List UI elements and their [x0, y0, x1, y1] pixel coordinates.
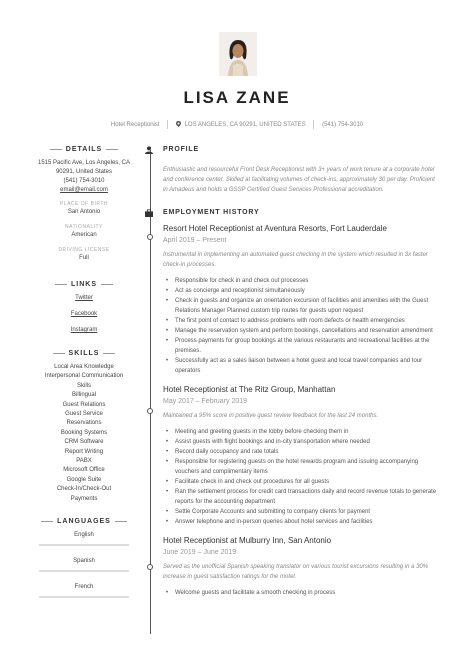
job-title-heading: Resort Hotel Receptionist at Aventura Resorts, Fort Lauderdale: [163, 224, 387, 233]
job-bullet: • Ran the settlement process for credit card transactions daily and record revenue totals to generate reports for the accounting department: [163, 487, 440, 507]
job-title: Hotel Receptionist: [110, 122, 160, 129]
timeline-line: [150, 150, 151, 634]
job-bullet: • Answer telephone and in-person queries about hotel services and facilities: [163, 517, 440, 527]
briefcase-icon: [145, 209, 153, 217]
person-icon: [145, 146, 153, 154]
job-bullet: • Act as concierge and receptionist simultaneously: [163, 286, 440, 296]
job-bullets: [163, 276, 440, 376]
languages-heading: LANGUAGES: [36, 518, 132, 525]
skill-item: Skills: [76, 382, 91, 389]
skill-item: Check-In/Check-Out: [56, 486, 112, 493]
job-summary: Served as the unofficial Spanish speaking translator on various tourist excursions resulting in a 30% increase in guest satisfaction ratings for the motel.: [163, 564, 429, 580]
job-title-heading: Hotel Receptionist at Mulburry Inn, San Antonio: [163, 536, 332, 545]
location-text: LOS ANGELES, CA 90291, UNITED STATES: [184, 122, 306, 129]
job-summary: Instrumental in implementing an automated guest checking in the system which resulted in 3x faster check-in processes.: [163, 252, 428, 268]
skills-heading: SKILLS: [36, 350, 132, 357]
job-bullet: • Welcome guests and facilitate a smooth checking in process: [163, 588, 440, 598]
language-level-bar: [39, 570, 129, 572]
job-entry: [163, 223, 440, 376]
language-name: Spanish: [73, 558, 95, 565]
language-name: French: [74, 584, 94, 591]
twitter-link[interactable]: Twitter: [75, 295, 93, 301]
portrait-image: [219, 32, 257, 76]
job-title-heading: Hotel Receptionist at The Ritz Group, Manhattan: [163, 385, 336, 394]
address-line-1: 1515 Pacific Ave, Los Angeles, CA: [38, 160, 130, 166]
divider: [167, 120, 168, 129]
links-section: [36, 281, 132, 334]
nationality-value: American: [71, 232, 97, 238]
timeline-dot: [147, 564, 153, 570]
job-bullet: • Settle Corporate Accounts and submitting to company clients for payment: [163, 507, 440, 517]
skill-item: Microsoft Office: [63, 467, 105, 474]
job-bullet: • Process payments for group bookings at the various restaurants and recreational facilities at the premises.: [163, 336, 440, 356]
language-level-bar: [39, 596, 129, 598]
timeline-dot: [147, 234, 153, 240]
skill-item: PABX: [76, 458, 92, 465]
job-bullet: • Record daily occupancy and rate totals: [163, 447, 440, 457]
job-bullet: • Manage the reservation system and perform bookings, cancellations and reservation amendment: [163, 326, 440, 336]
job-bullet: • Meeting and greeting guests in the lobby before checking them in: [163, 427, 440, 437]
profile-text: Enthusiastic and resourceful Front Desk Receptionist with 3+ years of work tenure at a corporate hotel and conference center. Skilled at facilitating volumes of check-ins, approximately 30 per day. Proficient in Amadeus and holds a GSSP Certified Guest Services Professional accreditation.: [163, 167, 435, 193]
employment-section: [163, 209, 440, 598]
skill-item: Billingual: [71, 392, 96, 399]
job-dates: May 2017 – February 2019: [163, 398, 248, 405]
job-entry: [163, 384, 440, 527]
language-level-bar: [39, 544, 129, 546]
address-line-2: 90291, United States: [55, 169, 113, 175]
details-phone: (541) 754-3010: [63, 178, 105, 184]
skill-item: Local Area Knowledge: [54, 364, 114, 370]
job-bullet: • Responsible for registering guests on the hotel rewards program and issuing accompanying vouchers and complimentary items: [163, 457, 440, 477]
job-bullets: [163, 427, 440, 527]
candidate-name: LISA ZANE: [183, 88, 291, 107]
job-summary: Maintained a 95% score in positive guest review feedback for the last 24 months.: [163, 413, 379, 419]
skill-item: Guest Service: [65, 411, 103, 418]
nationality-label: NATIONALITY: [65, 224, 103, 230]
skill-item: Google Suite: [66, 476, 102, 483]
facebook-link[interactable]: Facebook: [70, 311, 98, 317]
email-link[interactable]: email@email.com: [60, 187, 108, 193]
timeline-dot: [147, 408, 153, 414]
place-of-birth-label: PLACE OF BIRTH: [59, 201, 109, 207]
right-column: [163, 146, 440, 598]
place-of-birth-value: San Antonio: [67, 209, 101, 215]
skill-item: Booking Systems: [60, 429, 108, 436]
job-entry: [163, 535, 440, 598]
skill-item: Reservations: [66, 420, 102, 427]
employment-heading: EMPLOYMENT HISTORY: [163, 209, 260, 216]
phone-text: (541) 754-3010: [322, 122, 364, 129]
languages-section: [36, 518, 132, 598]
job-bullet: • Successfully act as a sales liaison between a hotel guest and local travel companies and tour operators: [163, 356, 440, 376]
driving-license-label: DRIVING LICENSE: [58, 247, 110, 253]
job-bullet: • Check in guests and organize an orientation excursion of facilities and amenities with the Guest Relations Manager Planned custom trip routes for guests upon request: [163, 296, 440, 316]
details-section: [36, 146, 132, 263]
job-bullet: • The first point of contact to address problems with room defects or health emergencies: [163, 316, 440, 326]
job-bullet: • Facilitate check in and check out procedures for all guests: [163, 477, 440, 487]
job-bullet: • Assist guests with flight bookings and in-city transportation where needed: [163, 437, 440, 447]
details-heading: DETAILS: [36, 146, 132, 153]
left-column: [36, 146, 132, 604]
skill-item: Guest Relations: [62, 401, 106, 408]
job-dates: April 2019 – Present: [163, 237, 227, 244]
job-bullets: [163, 588, 440, 598]
skills-section: [36, 350, 132, 504]
driving-license-value: Full: [79, 255, 89, 261]
job-bullet: • Responsible for check in and check out processes: [163, 276, 440, 286]
skill-item: Report Writing: [64, 448, 104, 455]
instagram-link[interactable]: Instagram: [70, 327, 98, 333]
links-heading: LINKS: [36, 281, 132, 288]
skill-item: Payments: [70, 495, 98, 502]
profile-photo: [219, 32, 257, 76]
language-name: English: [74, 532, 94, 539]
profile-section: [163, 146, 440, 195]
skill-item: Interpersonal Communication: [44, 373, 124, 380]
location-pin-icon: [176, 121, 181, 127]
contact-line: [0, 120, 474, 129]
skill-item: CRM Software: [64, 439, 104, 446]
job-dates: June 2019 – June 2019: [163, 549, 237, 556]
divider: [313, 120, 314, 129]
profile-heading: PROFILE: [163, 146, 199, 153]
